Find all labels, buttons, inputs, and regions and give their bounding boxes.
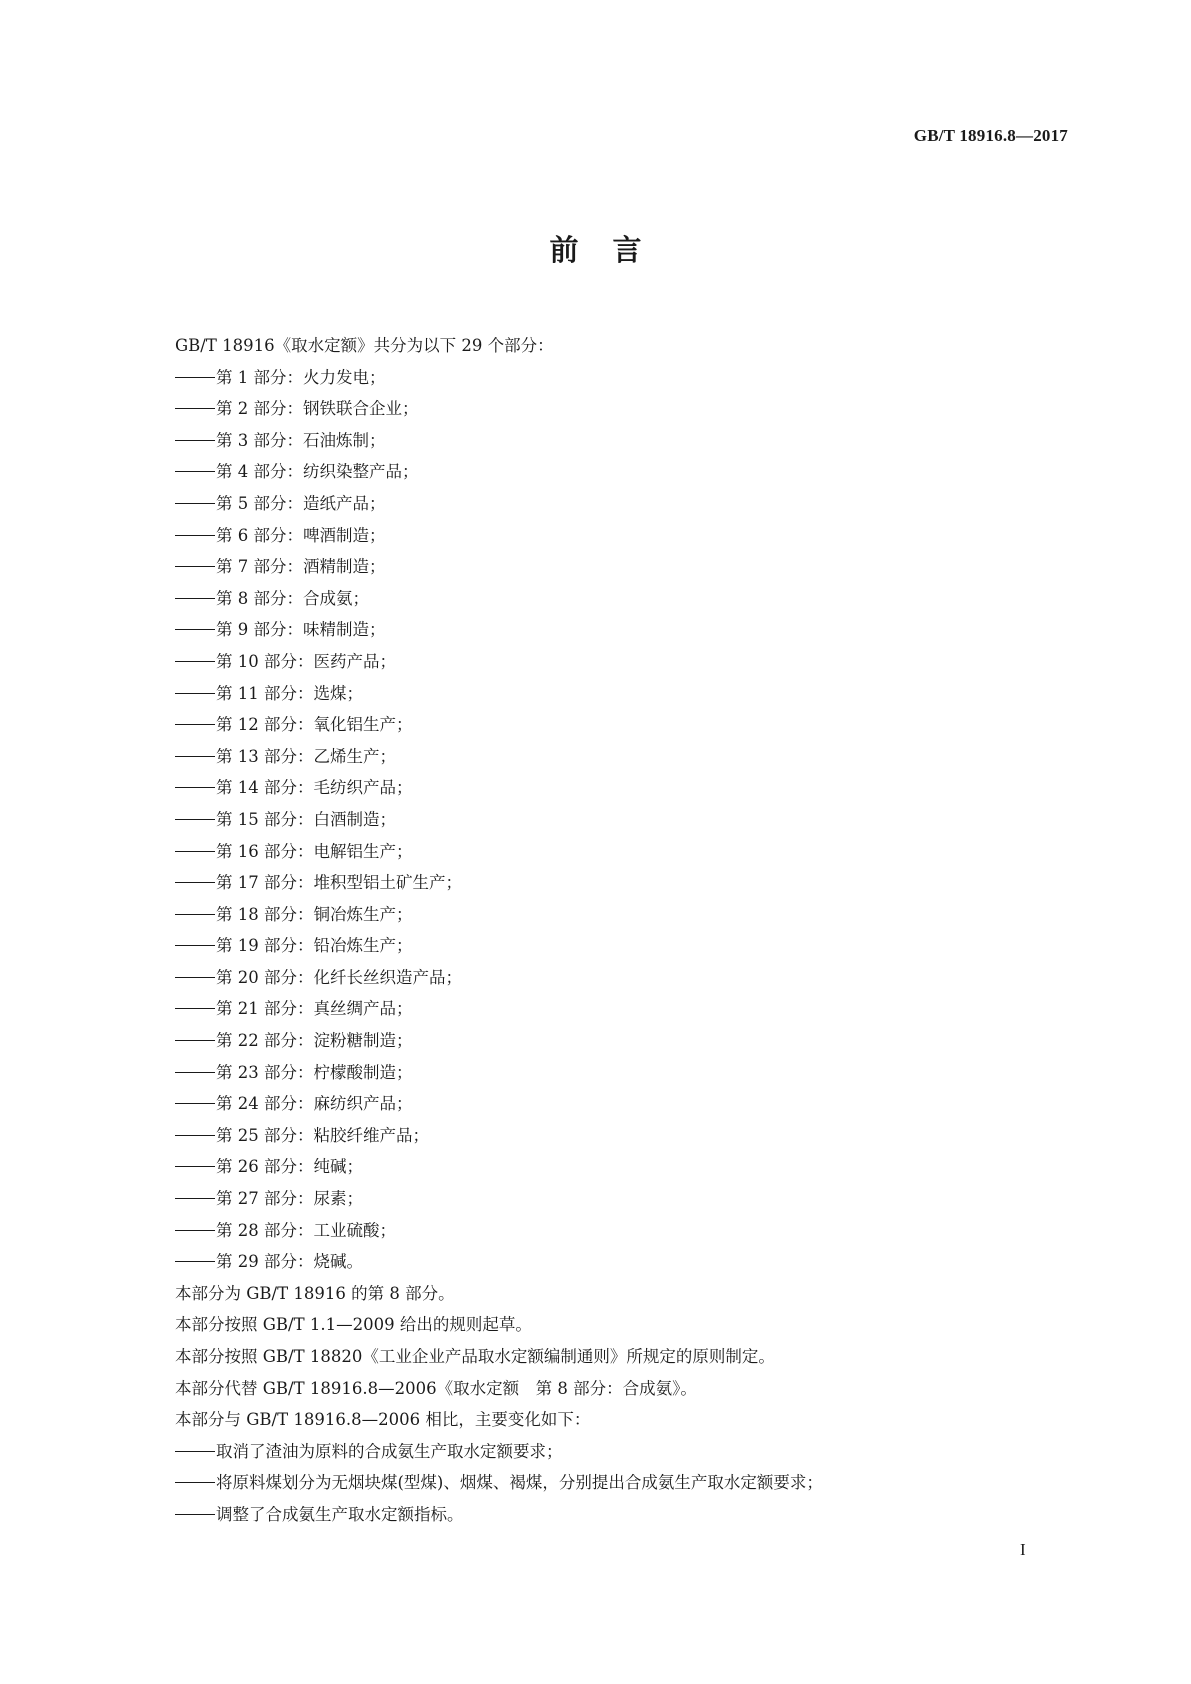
part-item-text: 第 10 部分：医药产品； — [216, 651, 396, 671]
part-item-text: 第 15 部分：白酒制造； — [216, 809, 396, 829]
part-item — [175, 930, 1075, 962]
part-item — [175, 678, 1075, 710]
part-item-text: 第 24 部分：麻纺织产品； — [216, 1094, 413, 1114]
part-item-text: 第 18 部分：铜冶炼生产； — [216, 904, 413, 924]
foreword-body — [175, 330, 1075, 1531]
part-item-text: 第 2 部分：钢铁联合企业； — [216, 399, 419, 419]
em-dash-bullet — [175, 914, 215, 915]
em-dash-bullet — [175, 1482, 215, 1483]
part-item-text: 第 27 部分：尿素； — [216, 1189, 363, 1209]
part-item — [175, 1246, 1075, 1278]
part-item-text: 第 14 部分：毛纺织产品； — [216, 778, 413, 798]
em-dash-bullet — [175, 1514, 215, 1515]
part-item-text: 第 17 部分：堆积型铝土矿生产； — [216, 873, 462, 893]
part-item — [175, 646, 1075, 678]
em-dash-bullet — [175, 756, 215, 757]
changes-list — [175, 1436, 1075, 1531]
part-item — [175, 836, 1075, 868]
part-item-text: 第 21 部分：真丝绸产品； — [216, 999, 413, 1019]
em-dash-bullet — [175, 566, 215, 567]
part-item — [175, 1025, 1075, 1057]
part-item — [175, 804, 1075, 836]
part-item — [175, 551, 1075, 583]
em-dash-bullet — [175, 629, 215, 630]
part-item-text: 第 23 部分：柠檬酸制造； — [216, 1062, 413, 1082]
standard-code: GB/T 18916.8—2017 — [913, 126, 1068, 145]
part-item — [175, 1120, 1075, 1152]
em-dash-bullet — [175, 1135, 215, 1136]
em-dash-bullet — [175, 1261, 215, 1262]
statement-paragraph: 本部分为 GB/T 18916 的第 8 部分。 — [175, 1283, 455, 1303]
part-item — [175, 709, 1075, 741]
em-dash-bullet — [175, 661, 215, 662]
part-item-text: 第 3 部分：石油炼制； — [216, 430, 386, 450]
part-item-text: 第 29 部分：烧碱。 — [216, 1252, 363, 1272]
page-title: 前言 — [549, 233, 676, 267]
statements-list — [175, 1278, 1075, 1436]
em-dash-bullet — [175, 851, 215, 852]
part-item-text: 第 25 部分：粘胶纤维产品； — [216, 1125, 429, 1145]
change-item — [175, 1436, 1075, 1468]
em-dash-bullet — [175, 787, 215, 788]
part-item-text: 第 19 部分：铅冶炼生产； — [216, 936, 413, 956]
part-item — [175, 614, 1075, 646]
statement-paragraph: 本部分代替 GB/T 18916.8—2006《取水定额 第 8 部分：合成氨》。 — [175, 1378, 697, 1398]
part-item — [175, 867, 1075, 899]
em-dash-bullet — [175, 598, 215, 599]
em-dash-bullet — [175, 1072, 215, 1073]
intro-paragraph: GB/T 18916《取水定额》共分为以下 29 个部分： — [175, 336, 554, 355]
parts-list — [175, 362, 1075, 1278]
part-item-text: 第 1 部分：火力发电； — [216, 367, 386, 387]
part-item — [175, 456, 1075, 488]
em-dash-bullet — [175, 977, 215, 978]
statement-paragraph: 本部分按照 GB/T 18820《工业企业产品取水定额编制通则》所规定的原则制定。 — [175, 1347, 775, 1366]
part-item-text: 第 16 部分：电解铝生产； — [216, 841, 413, 861]
em-dash-bullet — [175, 1166, 215, 1167]
em-dash-bullet — [175, 724, 215, 725]
part-item-text: 第 20 部分：化纤长丝织造产品； — [216, 967, 462, 987]
part-item — [175, 1088, 1075, 1120]
em-dash-bullet — [175, 1103, 215, 1104]
em-dash-bullet — [175, 471, 215, 472]
part-item-text: 第 22 部分：淀粉糖制造； — [216, 1031, 413, 1051]
part-item — [175, 772, 1075, 804]
em-dash-bullet — [175, 535, 215, 536]
em-dash-bullet — [175, 377, 215, 378]
em-dash-bullet — [175, 1198, 215, 1199]
part-item — [175, 362, 1075, 394]
em-dash-bullet — [175, 693, 215, 694]
em-dash-bullet — [175, 440, 215, 441]
part-item — [175, 1151, 1075, 1183]
change-item-text: 调整了合成氨生产取水定额指标。 — [216, 1504, 464, 1524]
part-item — [175, 1183, 1075, 1215]
statement-paragraph: 本部分与 GB/T 18916.8—2006 相比，主要变化如下： — [175, 1410, 591, 1430]
part-item-text: 第 12 部分：氧化铝生产； — [216, 715, 413, 735]
part-item-text: 第 9 部分：味精制造； — [216, 620, 386, 640]
page-number: I — [1020, 1540, 1026, 1559]
part-item-text: 第 7 部分：酒精制造； — [216, 557, 386, 577]
em-dash-bullet — [175, 503, 215, 504]
part-item — [175, 993, 1075, 1025]
part-item-text: 第 13 部分：乙烯生产； — [216, 746, 396, 766]
part-item — [175, 1057, 1075, 1089]
statement-paragraph: 本部分按照 GB/T 1.1—2009 给出的规则起草。 — [175, 1315, 532, 1335]
em-dash-bullet — [175, 1230, 215, 1231]
em-dash-bullet — [175, 1451, 215, 1452]
change-item-text: 取消了渣油为原料的合成氨生产取水定额要求； — [216, 1441, 563, 1461]
change-item-text: 将原料煤划分为无烟块煤(型煤)、烟煤、褐煤，分别提出合成氨生产取水定额要求； — [216, 1473, 823, 1493]
part-item — [175, 425, 1075, 457]
part-item-text: 第 28 部分：工业硫酸； — [216, 1220, 396, 1240]
part-item — [175, 488, 1075, 520]
em-dash-bullet — [175, 882, 215, 883]
part-item — [175, 393, 1075, 425]
part-item-text: 第 6 部分：啤酒制造； — [216, 525, 386, 545]
part-item — [175, 741, 1075, 773]
part-item-text: 第 4 部分：纺织染整产品； — [216, 462, 419, 482]
em-dash-bullet — [175, 945, 215, 946]
part-item-text: 第 26 部分：纯碱； — [216, 1157, 363, 1177]
part-item — [175, 962, 1075, 994]
em-dash-bullet — [175, 819, 215, 820]
part-item — [175, 1215, 1075, 1247]
part-item-text: 第 5 部分：造纸产品； — [216, 493, 386, 513]
part-item — [175, 520, 1075, 552]
em-dash-bullet — [175, 1040, 215, 1041]
part-item-text: 第 8 部分：合成氨； — [216, 588, 369, 608]
em-dash-bullet — [175, 1008, 215, 1009]
em-dash-bullet — [175, 408, 215, 409]
part-item-text: 第 11 部分：选煤； — [216, 683, 363, 703]
part-item — [175, 583, 1075, 615]
part-item — [175, 899, 1075, 931]
change-item — [175, 1499, 1075, 1531]
change-item — [175, 1467, 1075, 1499]
